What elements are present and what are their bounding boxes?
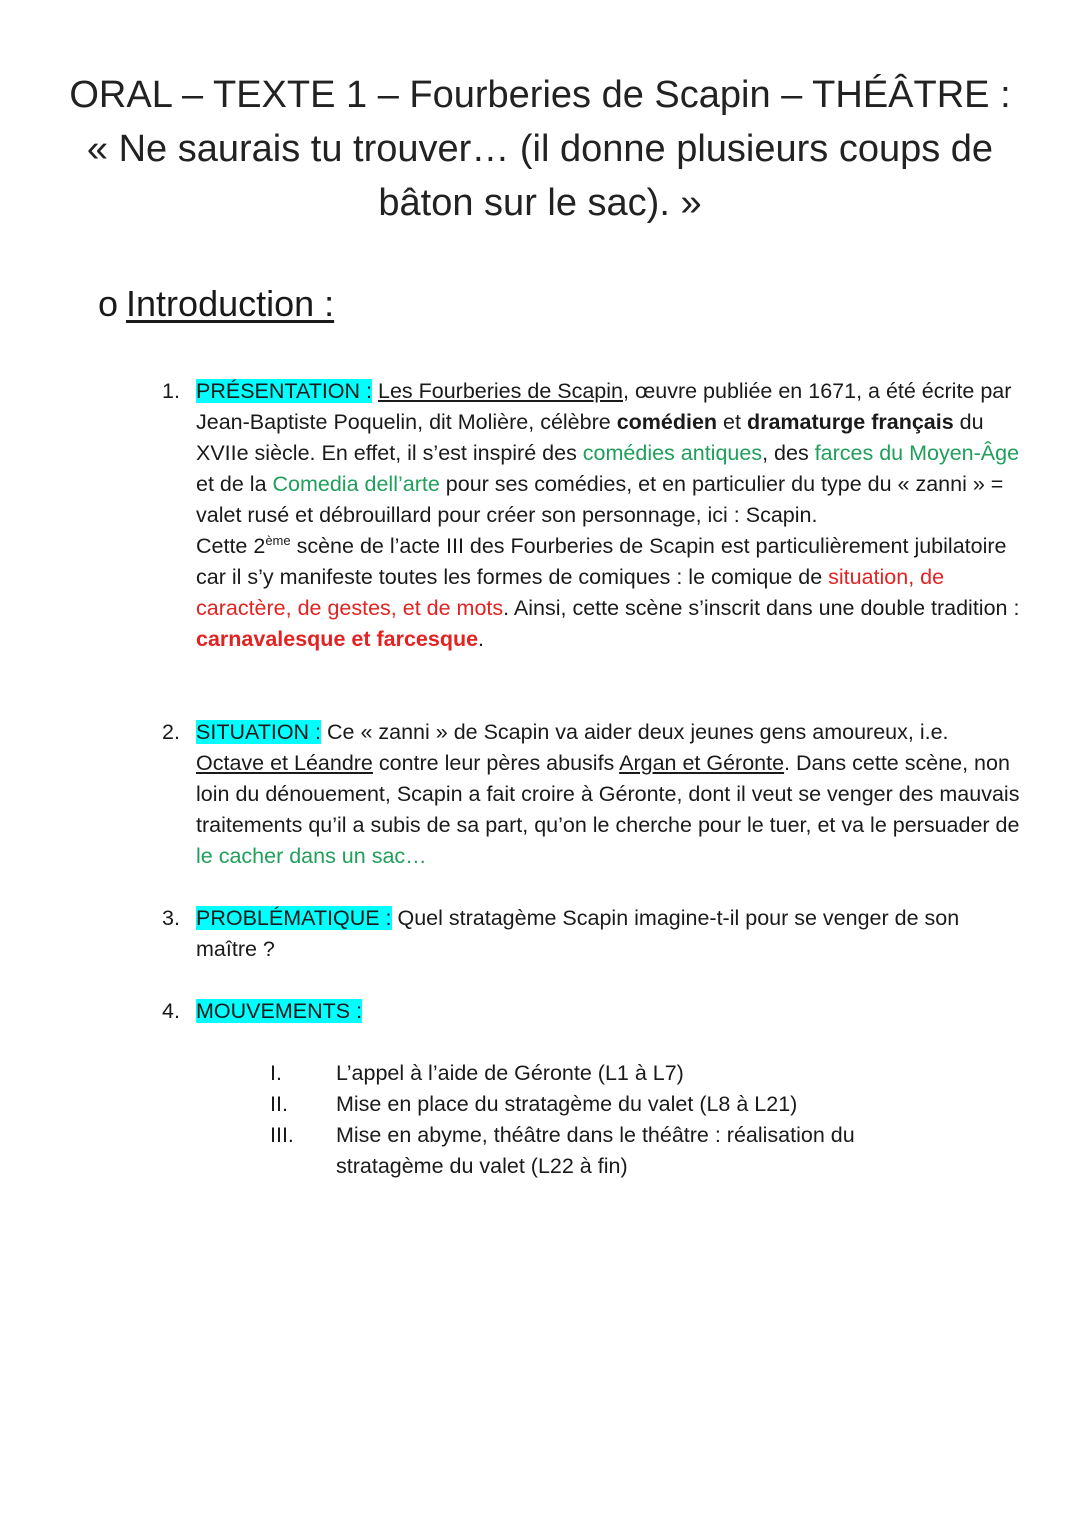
text-span: , des bbox=[762, 441, 815, 465]
movement-item bbox=[270, 1120, 910, 1182]
circle-bullet-icon: o bbox=[98, 283, 119, 324]
underlined-term: Octave et Léandre bbox=[196, 751, 373, 775]
item-body bbox=[196, 376, 1022, 655]
text-span: , œuvre publiée en 1671, a été écrite par Jean-Baptiste Poquelin, dit Molière, célèbre bbox=[196, 379, 1012, 434]
list-item-problematique bbox=[162, 903, 1022, 965]
movement-text: Mise en abyme, théâtre dans le théâtre : réalisation du stratagème du valet (L22 à fin) bbox=[336, 1123, 855, 1178]
red-bold-term: carnavalesque et farcesque bbox=[196, 627, 479, 651]
text-span: scène de l’acte III des Fourberies de Scapin est particulièrement jubilatoire car il s’y manifeste toutes les formes de comiques : le comique de bbox=[196, 534, 1007, 589]
red-term: situation, de caractère, de gestes, et de mots bbox=[196, 565, 945, 620]
item-body bbox=[196, 996, 1022, 1027]
text-span: du XVIIe siècle. En effet, il s’est inspiré des bbox=[196, 410, 984, 465]
roman-numeral: II. bbox=[270, 1092, 288, 1116]
item-number: 3. bbox=[162, 906, 180, 930]
text-span: Cette 2 bbox=[196, 534, 266, 558]
item-number: 2. bbox=[162, 720, 180, 744]
work-title: Les Fourberies de Scapin bbox=[377, 379, 623, 403]
section-label: Introduction : bbox=[126, 283, 335, 324]
green-term: le cacher dans un sac… bbox=[196, 844, 427, 868]
green-term: farces du Moyen-Âge bbox=[814, 441, 1020, 465]
item-label: PROBLÉMATIQUE : bbox=[196, 906, 392, 930]
bold-term: dramaturge français bbox=[746, 410, 954, 434]
text-span: . bbox=[478, 627, 485, 651]
underlined-term: Argan et Géronte bbox=[619, 751, 785, 775]
text-span: . Ainsi, cette scène s’inscrit dans une double tradition : bbox=[503, 596, 1020, 620]
item-number: 1. bbox=[162, 379, 180, 403]
title-line-3: bâton sur le sac). » bbox=[378, 182, 702, 224]
title-line-2: « Ne saurais tu trouver… (il donne plusieurs coups de bbox=[86, 128, 994, 170]
list-item-mouvements bbox=[162, 996, 1022, 1027]
movement-text: Mise en place du stratagème du valet (L8 à L21) bbox=[336, 1092, 798, 1116]
item-label: MOUVEMENTS : bbox=[196, 999, 363, 1023]
item-label: SITUATION : bbox=[196, 720, 322, 744]
roman-numeral: III. bbox=[270, 1123, 294, 1147]
roman-numeral: I. bbox=[270, 1061, 282, 1085]
list-item-presentation bbox=[162, 376, 1022, 655]
text-span: contre leur pères abusifs bbox=[372, 751, 620, 775]
text-span: Ce « zanni » de Scapin va aider deux jeunes gens amoureux, i.e. bbox=[321, 720, 949, 744]
item-number: 4. bbox=[162, 999, 180, 1023]
text-span: pour ses comédies, et en particulier du type du « zanni » = valet rusé et débrouillard pour créer son personnage, ici : Scapin. bbox=[196, 472, 1004, 527]
movement-text: L’appel à l’aide de Géronte (L1 à L7) bbox=[336, 1061, 684, 1085]
item-body bbox=[196, 903, 1022, 965]
text-span: . Dans cette scène, non loin du dénouement, Scapin a fait croire à Géronte, dont il veut se venger des mauvais traitements qu’il a subis de sa part, qu’on le cherche pour le tuer, et va le persuader de bbox=[196, 751, 1020, 837]
green-term: Comedia dell’arte bbox=[272, 472, 440, 496]
superscript: ème bbox=[265, 532, 291, 548]
movement-item bbox=[270, 1058, 1030, 1089]
movement-item bbox=[270, 1089, 1030, 1120]
list-item-situation bbox=[162, 717, 1022, 872]
green-term: comédies antiques bbox=[582, 441, 763, 465]
text-span: Quel stratagème Scapin imagine-t-il pour se venger de son maître ? bbox=[196, 906, 960, 961]
text-span: et bbox=[717, 410, 747, 434]
bold-term: comédien bbox=[616, 410, 718, 434]
document-title bbox=[40, 68, 1040, 230]
title-line-1: ORAL – TEXTE 1 – Fourberies de Scapin – THÉÂTRE : bbox=[69, 74, 1011, 116]
text-span: et de la bbox=[196, 472, 273, 496]
item-body bbox=[196, 717, 1022, 872]
section-heading-introduction bbox=[98, 282, 334, 326]
item-label: PRÉSENTATION : bbox=[196, 379, 372, 403]
